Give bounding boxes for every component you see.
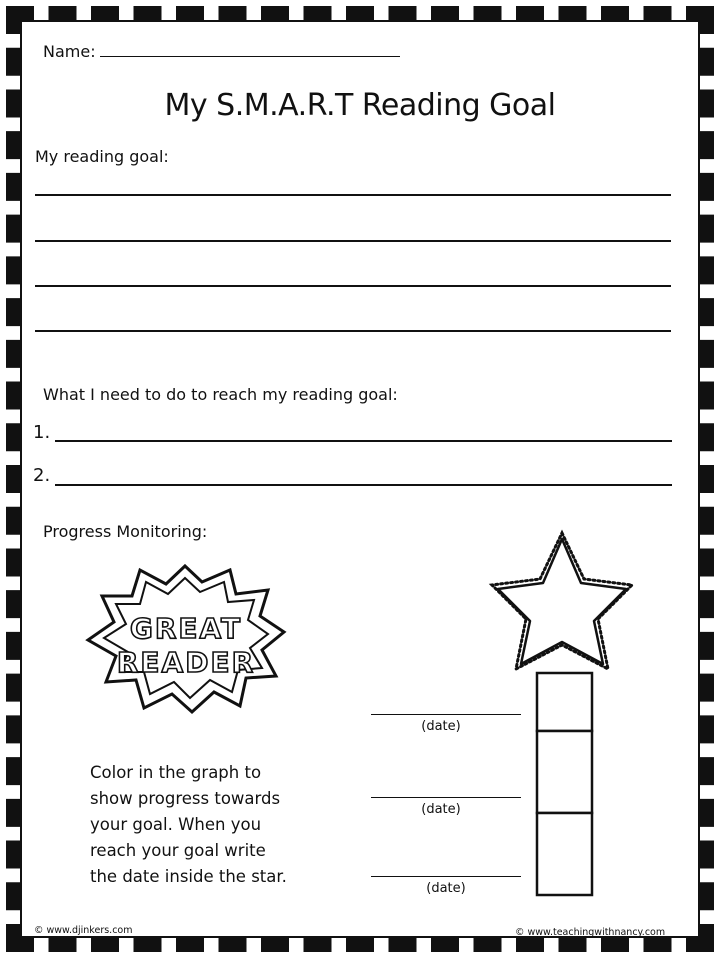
- badge-text-great: GREAT: [129, 612, 243, 645]
- progress-box-3[interactable]: [537, 731, 592, 813]
- step-number-2: 2.: [33, 465, 51, 486]
- name-field[interactable]: [100, 42, 400, 57]
- badge-text-reader: READER: [116, 646, 256, 679]
- instruction-line: Color in the graph to: [90, 763, 262, 782]
- date-label-3: (date): [426, 881, 466, 896]
- progress-box-2[interactable]: [537, 813, 592, 895]
- name-row: [43, 42, 400, 61]
- step-line-2[interactable]: [55, 484, 672, 486]
- great-reader-badge: [80, 560, 290, 720]
- instruction-line: the date inside the star.: [90, 867, 287, 886]
- step-line-1[interactable]: [55, 440, 672, 442]
- instructions: [90, 760, 287, 890]
- goal-line-1[interactable]: [35, 194, 671, 196]
- date-label-2: (date): [421, 802, 461, 817]
- step-number-1: 1.: [33, 422, 51, 443]
- instruction-line: show progress towards: [90, 789, 281, 808]
- goal-line-3[interactable]: [35, 285, 671, 287]
- name-label: Name:: [43, 42, 96, 61]
- progress-label: Progress Monitoring:: [43, 522, 208, 541]
- instruction-line: reach your goal write: [90, 841, 266, 860]
- instruction-line: your goal. When you: [90, 815, 262, 834]
- steps-label: What I need to do to reach my reading goal:: [43, 385, 398, 404]
- credit-left: © www.djinkers.com: [34, 925, 133, 936]
- goal-label: My reading goal:: [35, 147, 169, 166]
- goal-line-4[interactable]: [35, 330, 671, 332]
- page-title: My S.M.A.R.T Reading Goal: [164, 88, 556, 123]
- date-label-1: (date): [421, 719, 461, 734]
- progress-box-4[interactable]: [537, 673, 592, 731]
- credit-right: © www.teachingwithnancy.com: [515, 927, 666, 938]
- goal-line-2[interactable]: [35, 240, 671, 242]
- star-progress-graph: [480, 525, 645, 900]
